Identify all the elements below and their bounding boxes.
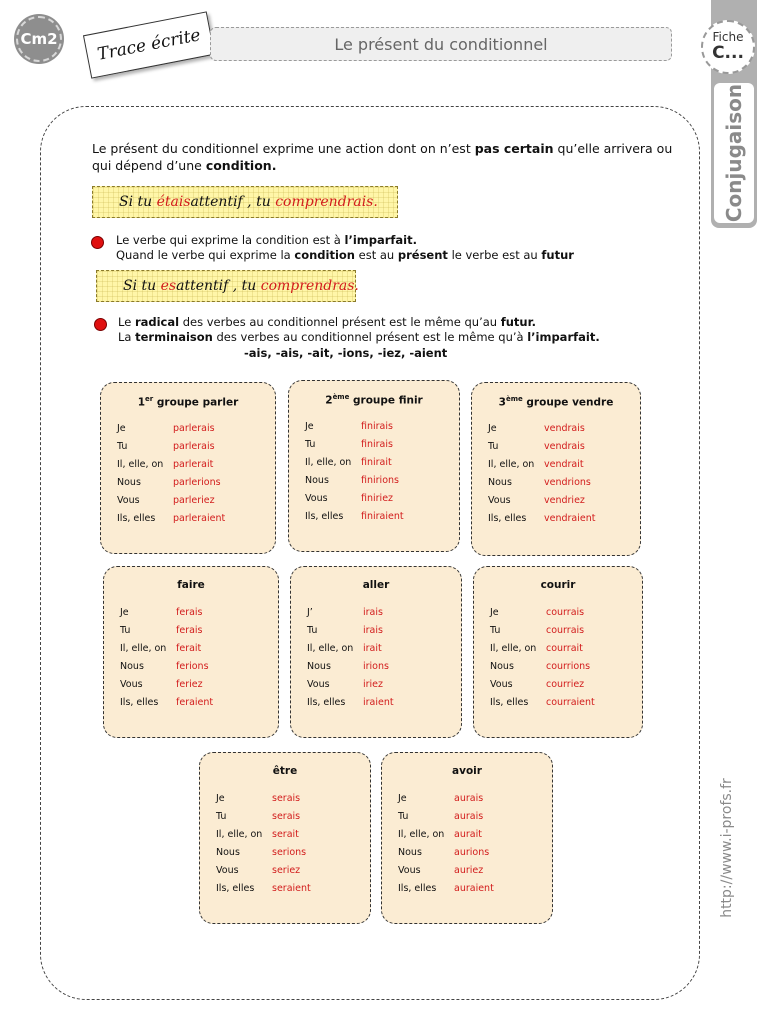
pronoun: Il, elle, on	[490, 642, 537, 654]
note2-line2-text1: La	[118, 330, 136, 344]
conjugation-rows	[474, 603, 642, 711]
note2-line2-text2: des verbes au conditionnel présent est le même qu’à	[212, 330, 528, 344]
conjugation-row	[382, 825, 552, 843]
conjugated-verb: aurait	[454, 828, 482, 840]
pronoun: Tu	[216, 810, 227, 822]
conjugation-row	[291, 657, 461, 675]
bullet-red-dot-icon	[91, 236, 104, 249]
conjugation-row	[289, 507, 459, 525]
conjugation-row	[474, 639, 642, 657]
conjugation-rows	[289, 417, 459, 525]
conjugated-verb: finirais	[361, 420, 393, 432]
conjugation-row	[291, 621, 461, 639]
conjugation-row	[200, 843, 370, 861]
pronoun: Il, elle, on	[488, 458, 535, 470]
example2-part-a: Si tu	[123, 278, 157, 294]
conjugation-row	[101, 419, 275, 437]
pronoun: Vous	[490, 678, 513, 690]
conjugated-verb: iriez	[363, 678, 384, 690]
card-parler	[100, 382, 276, 554]
card-title: être	[272, 765, 298, 777]
card-title	[472, 395, 640, 413]
note1-line2-text1: Quand le verbe qui exprime la	[116, 248, 295, 262]
note2-line1-bold2: futur.	[500, 315, 537, 329]
conjugated-verb: courrais	[546, 606, 585, 618]
card-avoir	[381, 752, 553, 924]
card-finir	[288, 380, 460, 552]
conjugated-verb: ferais	[176, 606, 203, 618]
conjugation-row	[472, 491, 640, 509]
conjugated-verb: vendraient	[544, 512, 596, 524]
note2-line1-text1: Le	[118, 315, 135, 329]
title-suffix: er	[145, 395, 154, 403]
conjugated-verb: finiriez	[361, 492, 394, 504]
conjugated-verb: parleraient	[173, 512, 226, 524]
level-badge: Cm2	[16, 16, 62, 62]
conjugated-verb: aurais	[454, 810, 484, 822]
conjugation-rows	[200, 789, 370, 897]
pronoun: Je	[398, 792, 407, 804]
conjugation-rows	[291, 603, 461, 711]
pronoun: Tu	[398, 810, 409, 822]
pronoun: Je	[117, 422, 126, 434]
example-imparfait	[92, 186, 398, 218]
trace-ecrite-label: Trace écrite	[83, 11, 215, 78]
conjugated-verb: parleriez	[173, 494, 215, 506]
pronoun: Ils, elles	[216, 882, 255, 894]
pronoun: Il, elle, on	[305, 456, 352, 468]
pronoun: Ils, elles	[398, 882, 437, 894]
conjugated-verb: seriez	[272, 864, 301, 876]
imparfait-endings: -ais, -ais, -ait, -ions, -iez, -aient	[244, 346, 448, 360]
conjugated-verb: auraient	[454, 882, 494, 894]
conjugation-row	[289, 435, 459, 453]
conjugation-row	[289, 453, 459, 471]
card-faire	[103, 566, 279, 738]
pronoun: Nous	[117, 476, 141, 488]
card-aller	[290, 566, 462, 738]
card-title: aller	[362, 579, 390, 591]
conjugated-verb: finiraient	[361, 510, 404, 522]
conjugation-row	[101, 473, 275, 491]
conjugated-verb: courraient	[546, 696, 595, 708]
pronoun: Vous	[488, 494, 511, 506]
example1-part-a: Si tu	[119, 194, 153, 210]
pronoun: Je	[216, 792, 225, 804]
example2-part-b: attentif , tu	[176, 278, 257, 294]
site-url: http://www.i-profs.fr	[719, 778, 735, 918]
intro-bold-1: pas certain	[474, 141, 554, 156]
conjugated-verb: feriez	[176, 678, 203, 690]
title-text: groupe parler	[153, 396, 239, 409]
conjugation-row	[472, 437, 640, 455]
intro-text-2: qu’elle arrivera ou qui dépend d’une	[92, 141, 673, 173]
conjugated-verb: vendriez	[544, 494, 585, 506]
conjugated-verb: ferions	[176, 660, 209, 672]
conjugated-verb: aurions	[454, 846, 490, 858]
conjugation-row	[104, 621, 278, 639]
title-suffix: ème	[505, 395, 523, 403]
conjugated-verb: parlerais	[173, 422, 215, 434]
conjugation-row	[200, 879, 370, 897]
conjugation-row	[474, 621, 642, 639]
conjugation-row	[472, 509, 640, 527]
conjugated-verb: serais	[272, 810, 301, 822]
pronoun: Nous	[305, 474, 329, 486]
conjugated-verb: vendrais	[544, 422, 585, 434]
pronoun: Vous	[398, 864, 421, 876]
conjugation-row	[101, 509, 275, 527]
example2-verb-2: comprendras.	[260, 278, 359, 294]
conjugated-verb: finirait	[361, 456, 392, 468]
conjugation-row	[291, 639, 461, 657]
title-number: 1	[137, 396, 146, 409]
card-courir	[473, 566, 643, 738]
conjugation-row	[104, 693, 278, 711]
pronoun: Vous	[305, 492, 328, 504]
rule-note-1	[116, 233, 574, 263]
conjugated-verb: irais	[363, 606, 383, 618]
conjugated-verb: courriez	[546, 678, 585, 690]
conjugated-verb: serait	[272, 828, 299, 840]
pronoun: Vous	[216, 864, 239, 876]
conjugation-row	[382, 843, 552, 861]
title-number: 3	[498, 396, 506, 409]
pronoun: Il, elle, on	[398, 828, 445, 840]
conjugation-row	[472, 473, 640, 491]
pronoun: Il, elle, on	[120, 642, 167, 654]
example2-verb-1: es	[160, 278, 177, 294]
conjugation-row	[101, 491, 275, 509]
conjugated-verb: iraient	[363, 696, 394, 708]
conjugation-row	[104, 675, 278, 693]
pronoun: Tu	[305, 438, 316, 450]
example1-part-b: attentif , tu	[190, 194, 271, 210]
conjugation-row	[474, 603, 642, 621]
conjugated-verb: irais	[363, 624, 383, 636]
conjugation-row	[289, 417, 459, 435]
conjugation-row	[200, 807, 370, 825]
conjugated-verb: serais	[272, 792, 301, 804]
card-etre	[199, 752, 371, 924]
intro-bold-2: condition.	[205, 158, 277, 173]
pronoun: Je	[120, 606, 129, 618]
conjugated-verb: vendrait	[544, 458, 584, 470]
card-title	[289, 393, 459, 411]
conjugation-row	[104, 639, 278, 657]
bullet-red-dot-icon	[94, 318, 107, 331]
pronoun: Il, elle, on	[117, 458, 164, 470]
conjugation-row	[291, 675, 461, 693]
card-vendre	[471, 382, 641, 556]
pronoun: Je	[305, 420, 314, 432]
conjugation-row	[382, 861, 552, 879]
note1-line2-text3: le verbe est au	[447, 248, 542, 262]
conjugated-verb: parlerais	[173, 440, 215, 452]
conjugation-row	[200, 861, 370, 879]
subject-label: Conjugaison	[722, 83, 746, 223]
conjugated-verb: courrait	[546, 642, 583, 654]
card-title	[101, 395, 275, 413]
conjugation-rows	[104, 603, 278, 711]
card-title: faire	[177, 579, 205, 591]
conjugation-row	[474, 657, 642, 675]
note2-line1-bold1: radical	[134, 315, 180, 329]
example1-verb-2: comprendrais.	[275, 194, 378, 210]
card-title: avoir	[452, 765, 482, 777]
pronoun: Il, elle, on	[307, 642, 354, 654]
conjugation-row	[289, 471, 459, 489]
title-suffix: ème	[332, 393, 350, 401]
note1-line2-bold3: futur	[541, 248, 574, 262]
pronoun: Tu	[488, 440, 499, 452]
example-present	[96, 270, 359, 302]
conjugated-verb: serions	[272, 846, 307, 858]
conjugation-row	[291, 693, 461, 711]
conjugated-verb: parlerions	[173, 476, 221, 488]
conjugation-rows	[472, 419, 640, 527]
conjugated-verb: vendrions	[544, 476, 591, 488]
conjugation-row	[200, 825, 370, 843]
conjugated-verb: vendrais	[544, 440, 585, 452]
pronoun: Tu	[117, 440, 128, 452]
pronoun: Nous	[398, 846, 422, 858]
conjugated-verb: ferait	[176, 642, 202, 654]
conjugated-verb: aurais	[454, 792, 484, 804]
conjugation-row	[101, 455, 275, 473]
rule-note-2	[118, 315, 600, 345]
pronoun: Ils, elles	[120, 696, 159, 708]
conjugation-row	[382, 879, 552, 897]
pronoun: Nous	[120, 660, 144, 672]
intro-text-1: Le présent du conditionnel exprime une action dont on n’est	[92, 141, 475, 156]
note2-line1-text2: des verbes au conditionnel présent est le même qu’au	[179, 315, 501, 329]
conjugation-row	[291, 603, 461, 621]
conjugated-verb: parlerait	[173, 458, 214, 470]
pronoun: Nous	[307, 660, 331, 672]
conjugation-row	[472, 455, 640, 473]
pronoun: Nous	[490, 660, 514, 672]
pronoun: Ils, elles	[305, 510, 344, 522]
conjugated-verb: finirais	[361, 438, 393, 450]
title-number: 2	[325, 394, 333, 407]
pronoun: Vous	[117, 494, 140, 506]
conjugation-row	[289, 489, 459, 507]
pronoun: Tu	[120, 624, 131, 636]
card-title: courir	[540, 579, 576, 591]
pronoun: Il, elle, on	[216, 828, 263, 840]
pronoun: Ils, elles	[307, 696, 346, 708]
pronoun: Je	[488, 422, 497, 434]
conjugation-row	[474, 675, 642, 693]
intro-paragraph	[92, 140, 682, 174]
pronoun: Ils, elles	[117, 512, 156, 524]
note1-line2-bold1: condition	[294, 248, 355, 262]
pronoun: Nous	[488, 476, 512, 488]
pronoun: Je	[490, 606, 499, 618]
conjugated-verb: ferais	[176, 624, 203, 636]
fiche-badge	[701, 20, 755, 74]
note1-line2-bold2: présent	[397, 248, 448, 262]
pronoun: Vous	[120, 678, 143, 690]
conjugated-verb: courrions	[546, 660, 591, 672]
conjugated-verb: courrais	[546, 624, 585, 636]
conjugation-row	[382, 807, 552, 825]
pronoun: Ils, elles	[488, 512, 527, 524]
conjugation-row	[382, 789, 552, 807]
pronoun: Tu	[307, 624, 318, 636]
conjugation-row	[200, 789, 370, 807]
title-text: groupe finir	[349, 394, 423, 407]
conjugated-verb: irait	[363, 642, 382, 654]
pronoun: Ils, elles	[490, 696, 529, 708]
conjugation-row	[104, 603, 278, 621]
pronoun: J’	[307, 606, 313, 618]
pronoun: Tu	[490, 624, 501, 636]
conjugated-verb: seraient	[272, 882, 311, 894]
conjugation-row	[104, 657, 278, 675]
title-text: groupe vendre	[522, 396, 614, 409]
note2-line2-bold2: l’imparfait.	[527, 330, 600, 344]
conjugated-verb: auriez	[454, 864, 484, 876]
note1-line2-text2: est au	[354, 248, 398, 262]
conjugation-row	[472, 419, 640, 437]
conjugation-rows	[101, 419, 275, 527]
conjugated-verb: finirions	[361, 474, 399, 486]
example1-verb-1: étais	[156, 194, 191, 210]
conjugation-rows	[382, 789, 552, 897]
note1-line1-bold: l’imparfait.	[344, 233, 417, 247]
note1-line1-text: Le verbe qui exprime la condition est à	[116, 233, 345, 247]
conjugation-row	[474, 693, 642, 711]
pronoun: Nous	[216, 846, 240, 858]
page-title: Le présent du conditionnel	[210, 27, 672, 61]
note2-line2-bold1: terminaison	[135, 330, 213, 344]
fiche-code: C...	[712, 43, 744, 64]
conjugated-verb: irions	[363, 660, 389, 672]
conjugation-row	[101, 437, 275, 455]
conjugated-verb: feraient	[176, 696, 214, 708]
fiche-label: Fiche	[712, 30, 744, 45]
pronoun: Vous	[307, 678, 330, 690]
